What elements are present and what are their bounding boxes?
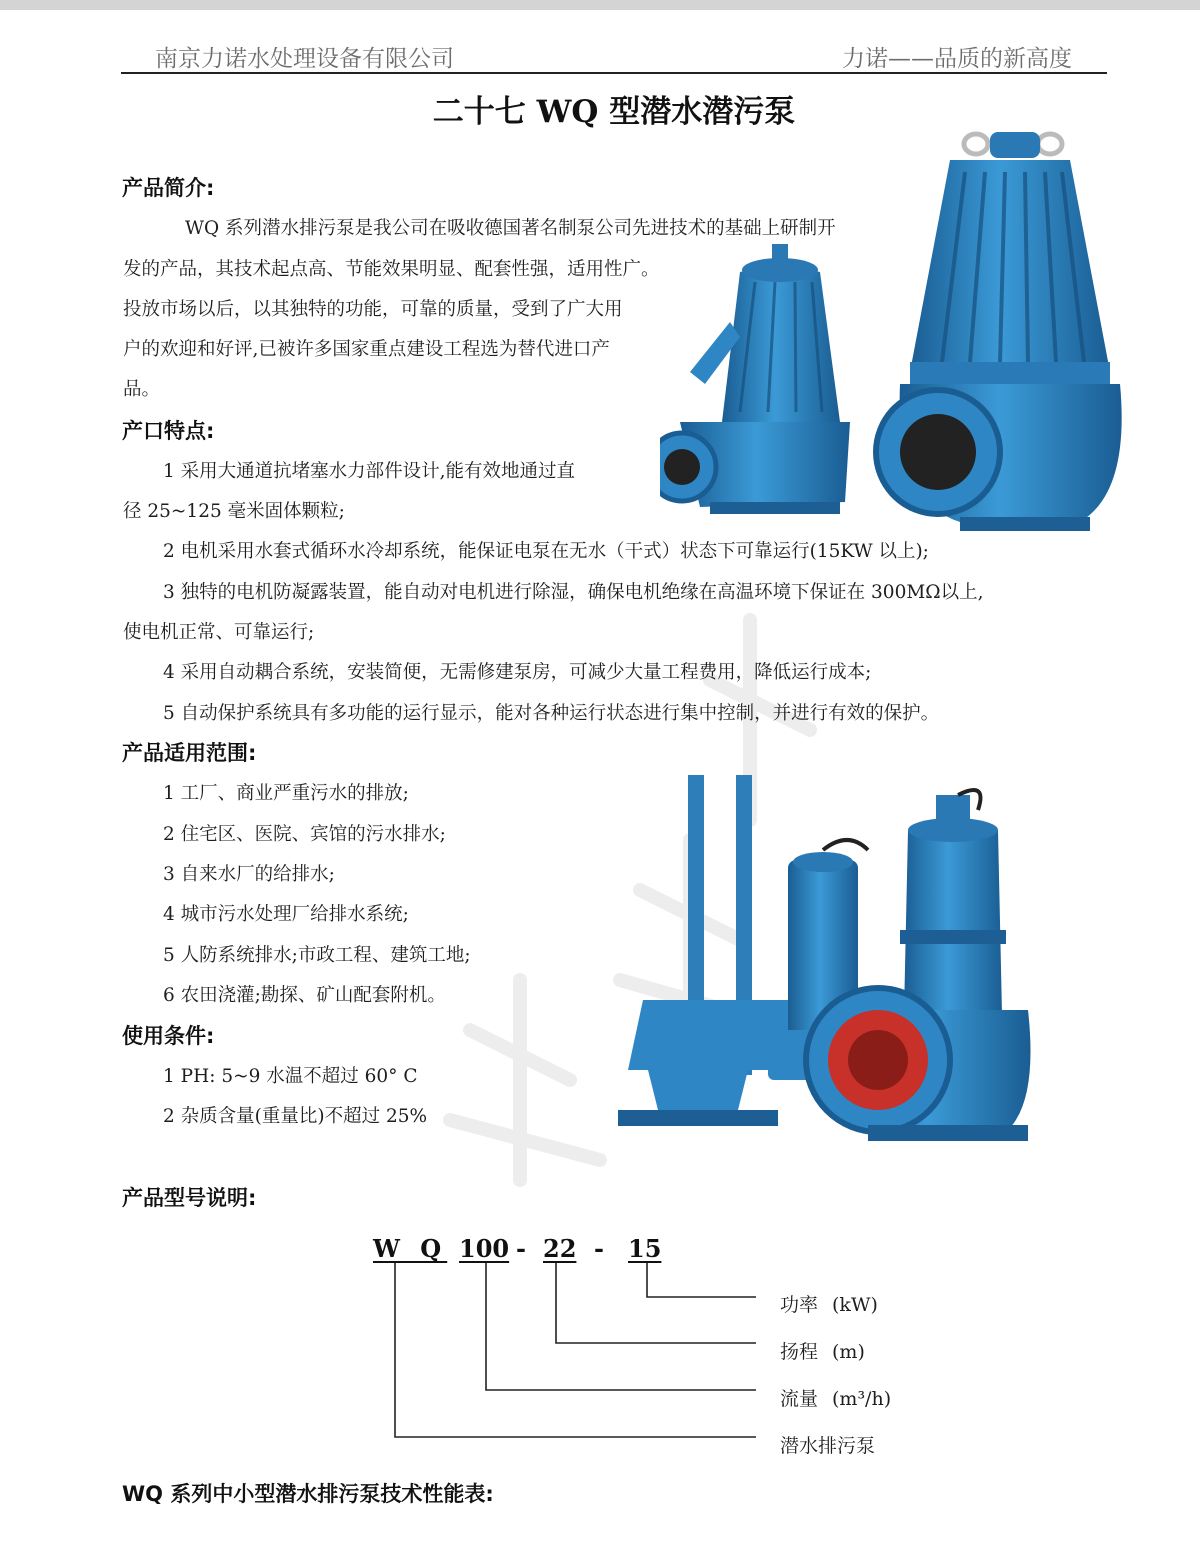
connector-head: [556, 1263, 756, 1343]
label-flow: [780, 1384, 891, 1411]
scope-line: 2 住宅区、医院、宾馆的污水排水;: [163, 824, 446, 845]
model-code-dash-1: -: [516, 1234, 526, 1263]
model-code-flow: 100: [459, 1234, 510, 1263]
feature-line: 使电机正常、可靠运行;: [123, 622, 315, 643]
intro-heading: 产品简介:: [122, 176, 215, 200]
intro-line: 品。: [123, 379, 161, 400]
label-type: 潜水排污泵: [780, 1435, 876, 1457]
scope-heading: 产品适用范围:: [122, 741, 257, 765]
connector-power: [647, 1263, 756, 1297]
feature-line: 径 25~125 毫米固体颗粒;: [123, 501, 345, 522]
model-code-prefix: W Q: [373, 1234, 448, 1263]
scope-line: 5 人防系统排水;市政工程、建筑工地;: [163, 945, 471, 966]
label-flow-unit: (m³/h): [832, 1388, 892, 1410]
features-heading: 产口特点:: [122, 419, 215, 443]
label-head-text: 扬程: [780, 1341, 819, 1363]
label-power-text: 功率: [780, 1294, 819, 1316]
model-heading: 产品型号说明:: [122, 1186, 257, 1210]
condition-line: 2 杂质含量(重量比)不超过 25%: [163, 1106, 428, 1127]
company-slogan: 力诺——品质的新高度: [842, 46, 1072, 72]
feature-line: 2 电机采用水套式循环水冷却系统，能保证电泵在无水（干式）状态下可靠运行(15KW 以上);: [163, 541, 929, 562]
feature-line: 1 采用大通道抗堵塞水力部件设计,能有效地通过直: [163, 461, 576, 482]
model-code-head: 22: [543, 1234, 577, 1263]
model-code-power: 15: [628, 1234, 662, 1263]
label-flow-text: 流量: [780, 1388, 819, 1410]
scope-line: 4 城市污水处理厂给排水系统;: [163, 904, 409, 925]
page-title: 二十七 WQ 型潜水潜污泵: [432, 94, 796, 130]
connector-type: [395, 1263, 756, 1437]
model-code-dash-2: -: [594, 1234, 604, 1263]
label-head-unit: (m): [832, 1341, 865, 1363]
feature-line: 5 自动保护系统具有多功能的运行显示，能对各种运行状态进行集中控制，并进行有效的保护。: [163, 703, 940, 724]
feature-line: 3 独特的电机防凝露装置，能自动对电机进行除湿，确保电机绝缘在高温环境下保证在 300MΩ以上,: [163, 582, 984, 603]
intro-line: WQ 系列潜水排污泵是我公司在吸收德国著名制泵公司先进技术的基础上研制开: [185, 218, 836, 239]
conditions-heading: 使用条件:: [122, 1024, 215, 1048]
feature-line: 4 采用自动耦合系统，安装简便，无需修建泵房，可减少大量工程费用，降低运行成本;: [163, 662, 872, 683]
company-name: 南京力诺水处理设备有限公司: [155, 46, 454, 72]
scope-line: 6 农田浇灌;勘探、矿山配套附机。: [163, 985, 446, 1006]
connector-flow: [486, 1263, 756, 1390]
scope-line: 1 工厂、商业严重污水的排放;: [163, 783, 409, 804]
scope-line: 3 自来水厂的给排水;: [163, 864, 335, 885]
intro-line: 户的欢迎和好评,已被许多国家重点建设工程选为替代进口产: [123, 339, 610, 360]
intro-line: 发的产品，其技术起点高、节能效果明显、配套性强，适用性广。: [123, 259, 660, 280]
condition-line: 1 PH: 5~9 水温不超过 60° C: [163, 1066, 418, 1087]
label-power-unit: (kW): [832, 1294, 878, 1316]
intro-line: 投放市场以后，以其独特的功能，可靠的质量，受到了广大用: [123, 299, 623, 320]
table-heading: WQ 系列中小型潜水排污泵技术性能表:: [122, 1482, 494, 1506]
label-head: [780, 1337, 865, 1364]
label-power: [780, 1290, 878, 1317]
